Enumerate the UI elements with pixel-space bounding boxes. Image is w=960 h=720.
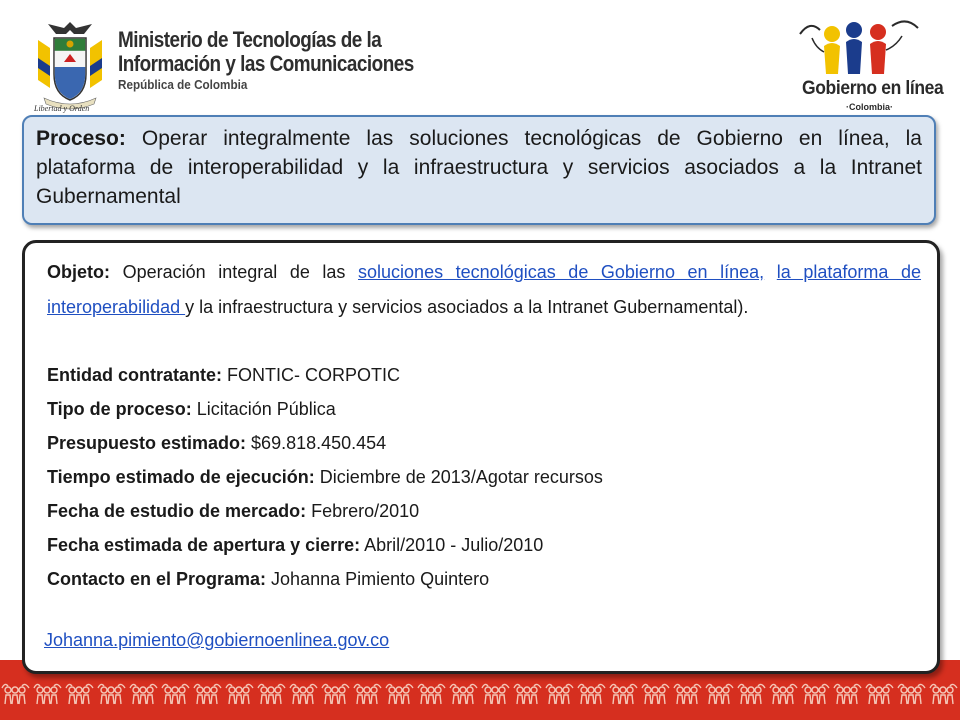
- field-label: Tiempo estimado de ejecución:: [47, 467, 315, 487]
- people-figure-icon: [514, 684, 541, 704]
- field-fecha-estudio: [47, 499, 419, 523]
- objeto-link-space: [764, 262, 777, 282]
- people-figure-icon: [354, 684, 381, 704]
- people-figure-icon: [386, 684, 413, 704]
- ministry-logo: [30, 18, 414, 118]
- field-entidad-contratante: [47, 363, 400, 387]
- gel-subtitle: ·Colombia·: [846, 102, 893, 112]
- field-label: Fecha de estudio de mercado:: [47, 501, 307, 521]
- people-figure-icon: [898, 684, 925, 704]
- process-label: Proceso:: [36, 127, 126, 150]
- people-figure-icon: [98, 684, 125, 704]
- people-figure-icon: [546, 684, 573, 704]
- people-figure-icon: [194, 684, 221, 704]
- field-tiempo-ejecucion: [47, 465, 603, 489]
- colombia-coat-of-arms-icon: [30, 18, 110, 114]
- objeto-text-before: Operación integral de las: [110, 262, 359, 282]
- people-figure-icon: [642, 684, 669, 704]
- process-box: [22, 115, 936, 225]
- people-figure-icon: [482, 684, 509, 704]
- people-figure-icon: [290, 684, 317, 704]
- field-value: $69.818.450.454: [246, 433, 387, 453]
- people-figure-icon: [322, 684, 349, 704]
- ministry-name-line2: Información y las Comunicaciones: [118, 51, 414, 76]
- field-value: Febrero/2010: [306, 501, 420, 521]
- people-figure-icon: [738, 684, 765, 704]
- gobierno-en-linea-figures-icon: [796, 16, 926, 78]
- people-figure-icon: [866, 684, 893, 704]
- field-value: Diciembre de 2013/Agotar recursos: [314, 467, 603, 487]
- people-figure-icon: [418, 684, 445, 704]
- objeto-paragraph: [47, 255, 921, 325]
- gel-title: Gobierno en línea: [802, 78, 944, 99]
- field-value: Johanna Pimiento Quintero: [266, 569, 490, 589]
- people-figure-icon: [802, 684, 829, 704]
- field-value: Abril/2010 - Julio/2010: [360, 535, 544, 555]
- people-figure-icon: [610, 684, 637, 704]
- contact-email-link[interactable]: Johanna.pimiento@gobiernoenlinea.gov.co: [44, 630, 390, 650]
- people-figure-icon: [706, 684, 733, 704]
- gobierno-en-linea-logo: [796, 16, 944, 116]
- people-figure-icon: [578, 684, 605, 704]
- field-label: Contacto en el Programa:: [47, 569, 267, 589]
- objeto-link-plataforma[interactable]: la plataforma de interoperabilidad: [47, 262, 922, 317]
- field-label: Entidad contratante:: [47, 365, 223, 385]
- people-figure-icon: [834, 684, 861, 704]
- field-value: Licitación Pública: [191, 399, 336, 419]
- ministry-name: [118, 28, 462, 94]
- objeto-label: Objeto:: [47, 262, 110, 282]
- field-label: Presupuesto estimado:: [47, 433, 247, 453]
- details-box: [22, 240, 940, 674]
- people-figure-icon: [930, 684, 957, 704]
- field-tipo-proceso: [47, 397, 336, 421]
- objeto-text-after: y la infraestructura y servicios asociados a la Intranet Gubernamental).: [185, 297, 749, 317]
- process-description: Operar integralmente las soluciones tecnológicas de Gobierno en línea, la plataforma de interoperabilidad y la infraestructura y servicios asociados a la Intranet Gubernamental: [36, 127, 922, 208]
- field-value: FONTIC- CORPOTIC: [222, 365, 401, 385]
- people-figure-icon: [226, 684, 253, 704]
- ministry-name-line1: Ministerio de Tecnologías de la: [118, 27, 382, 52]
- field-label: Fecha estimada de apertura y cierre:: [47, 535, 361, 555]
- field-contacto: [47, 567, 489, 591]
- people-figure-icon: [130, 684, 157, 704]
- people-figure-icon: [450, 684, 477, 704]
- people-figure-icon: [162, 684, 189, 704]
- field-label: Tipo de proceso:: [47, 399, 192, 419]
- seal-caption: Libertad y Orden: [34, 104, 90, 113]
- people-figure-icon: [2, 684, 29, 704]
- field-fecha-apertura: [47, 533, 543, 557]
- objeto-link-soluciones[interactable]: soluciones tecnológicas de Gobierno en línea,: [358, 262, 765, 282]
- ministry-country: República de Colombia: [118, 77, 248, 92]
- process-text: [36, 124, 922, 211]
- field-presupuesto: [47, 431, 386, 455]
- people-figure-icon: [674, 684, 701, 704]
- people-figure-icon: [66, 684, 93, 704]
- people-figure-icon: [770, 684, 797, 704]
- people-figure-icon: [34, 684, 61, 704]
- people-figure-icon: [258, 684, 285, 704]
